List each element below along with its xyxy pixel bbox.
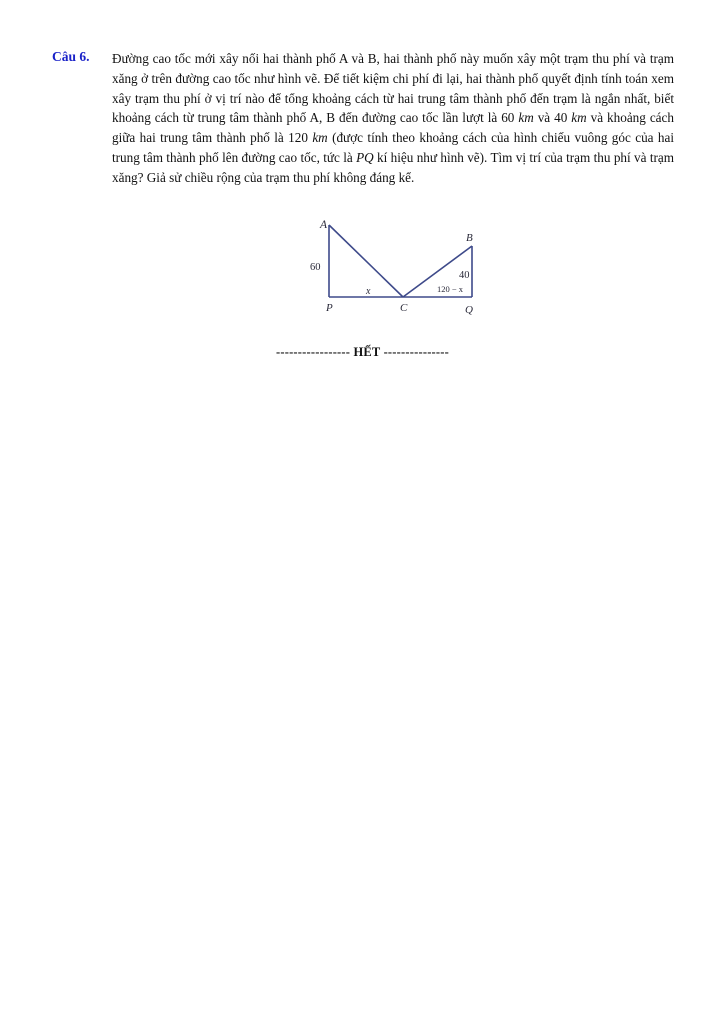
question-text-part: và khoảng cách giữa hai trung tâm thành phố là 120 bbox=[112, 110, 674, 146]
end-marker: ----------------- HẾT --------------- bbox=[275, 345, 450, 359]
question-text-part: và 40 bbox=[533, 110, 572, 126]
label-40: 40 bbox=[459, 270, 470, 281]
unit-km: km bbox=[518, 110, 534, 126]
label-A: A bbox=[320, 219, 328, 231]
label-x: x bbox=[366, 286, 371, 297]
question-label: Câu 6. bbox=[52, 49, 90, 64]
unit-km: km bbox=[312, 130, 328, 146]
figure-diagram bbox=[300, 213, 500, 323]
label-120-minus-x: 120 − x bbox=[437, 284, 464, 294]
label-Q: Q bbox=[465, 304, 473, 316]
question-text-part: Đường cao tốc mới xây nối hai thành phố A và B, hai thành phố này muốn xây một trạm thu phí và trạm xăng ở trên đường cao tốc như hình vẽ. Để tiết kiệm chi phí đi lại, hai thành phố quyết định tính toán xem xây trạm thu phí ở vị trí nào để tổng khoảng cách từ hai trung tâm thành phố đến trạm là ngắn nhất, biết khoảng cách từ trung tâm thành phố A, B đến đường cao tốc lần lượt là 60 bbox=[112, 51, 674, 126]
question-text-part: kí hiệu như hình vẽ). Tìm vị trí của trạm thu phí và trạm xăng? Giả sử chiều rộng của trạm thu phí không đáng kể. bbox=[112, 149, 674, 185]
label-B: B bbox=[466, 232, 473, 244]
question-text bbox=[112, 49, 674, 188]
unit-km: km bbox=[571, 110, 587, 126]
label-P: P bbox=[326, 302, 333, 314]
segment-pq: PQ bbox=[356, 149, 374, 165]
geometry-figure bbox=[300, 213, 500, 323]
label-60: 60 bbox=[310, 262, 321, 273]
label-C: C bbox=[400, 302, 408, 314]
question-text-part: (được tính theo khoảng cách của hình chiếu vuông góc của hai trung tâm thành phố lên đường cao tốc, tức là bbox=[112, 130, 674, 165]
